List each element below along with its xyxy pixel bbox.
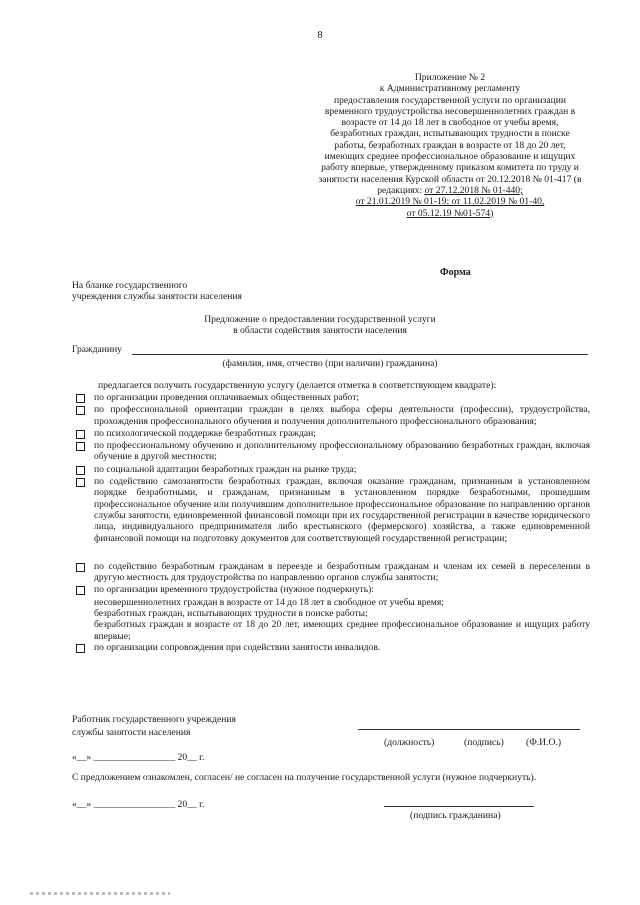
editions-underlined: от 27.12.2018 № 01-440; xyxy=(424,184,523,196)
checkbox[interactable] xyxy=(76,586,85,595)
option-text: по организации проведения оплачиваемых общественных работ; xyxy=(94,392,360,403)
option-text: по профессиональной ориентации граждан в целях выбора сферы деятельности (профессии), трудоустройства, прохождения профессионального обучения и получения дополнительного профессионального образования; xyxy=(94,404,590,427)
option-text: по профессиональному обучению и дополнительному профессиональному образованию безработных граждан, включая обучение в другой местности; xyxy=(94,440,590,463)
letterhead-line: учреждения службы занятости населения xyxy=(72,291,242,303)
checkbox[interactable] xyxy=(76,644,85,653)
appendix-line: занятости населения Курской области от 20.12.2018 № 01-417 (в xyxy=(318,173,582,185)
date-field-citizen[interactable]: «__» _________________ 20__ г. xyxy=(72,799,205,810)
citizen-field xyxy=(72,344,588,355)
appendix-line-editions xyxy=(300,185,600,196)
employee-line: службы занятости населения xyxy=(72,727,191,738)
option-text: по содействию безработным гражданам в переезде и безработным гражданам и членам их семей в переселении в другую местность для трудоустройства по направлению органов службы занятости; xyxy=(94,560,590,584)
service-option xyxy=(74,404,590,427)
page-number: 8 xyxy=(317,30,323,41)
service-option xyxy=(74,440,590,463)
name-caption: (Ф.И.О.) xyxy=(526,737,562,748)
citizen-signature-line[interactable] xyxy=(384,806,534,807)
appendix-line: возрасте от 14 до 18 лет в свободное от учебы время, xyxy=(341,117,559,129)
suboption-text[interactable]: безработных граждан, испытывающих трудности в поиске работы; xyxy=(94,608,368,620)
service-option xyxy=(74,476,590,544)
appendix-line: имеющих среднее профессиональное образование и ищущих xyxy=(324,151,576,163)
option-text: по психологической поддержке безработных граждан; xyxy=(94,427,316,439)
suboption-text[interactable]: несовершеннолетних граждан в возрасте от 14 до 18 лет в свободное от учебы время; xyxy=(94,596,444,608)
form-label: Форма xyxy=(440,267,471,278)
document-title xyxy=(120,314,520,337)
employee-signature-line[interactable] xyxy=(358,729,580,730)
service-options-list xyxy=(74,392,590,654)
option-text: по организации сопровождения при содействии занятости инвалидов. xyxy=(94,641,381,653)
option-text: по содействию самозанятости безработных граждан, включая оказание гражданам, признанным в установленном порядке безработными, и гражданам, признанным в установленном порядке безработными, прошедшим профессиональное обучение или получившим дополнительное профессиональное образование по направлению органов службы занятости, единовременной финансовой помощи при их государственной регистрации в качестве юридического лица, индивидуального предпринимателя либо крестьянского (фермерского) хозяйства, а также единовременной финансовой помощи на подготовку документов для соответствующей государственной регистрации; xyxy=(94,476,590,544)
appendix-line: работу впервые, утвержденному приказом комитета по труду и xyxy=(321,162,579,174)
checkbox[interactable] xyxy=(76,466,85,475)
service-option xyxy=(74,428,590,439)
checkbox[interactable] xyxy=(76,406,85,415)
service-option xyxy=(74,392,590,403)
option-text: по организации временного трудоустройства (нужное подчеркнуть): xyxy=(94,584,374,596)
citizen-hint: (фамилия, имя, отчество (при наличии) гражданина) xyxy=(222,358,438,369)
checkbox[interactable] xyxy=(76,442,85,451)
letterhead-line: На бланке государственного xyxy=(72,280,188,291)
title-line: Предложение о предоставлении государственной услуги xyxy=(204,314,436,325)
citizen-label: Гражданину xyxy=(72,344,122,355)
option-text: по социальной адаптации безработных граждан на рынке труда; xyxy=(94,463,357,475)
title-line: в области содействия занятости населения xyxy=(233,325,407,337)
position-caption: (должность) xyxy=(384,737,435,748)
citizen-signature-caption: (подпись гражданина) xyxy=(410,810,501,821)
service-option xyxy=(74,464,590,475)
employee-label xyxy=(72,713,236,739)
appendix-line: безработных граждан, испытывающих трудности в поиске xyxy=(330,128,570,140)
service-option xyxy=(74,584,590,595)
service-option xyxy=(74,642,590,653)
employee-line: Работник государственного учреждения xyxy=(72,714,236,725)
appendix-line-amendments: от 21.01.2019 № 01-19; от 11.02.2019 № 01-40, xyxy=(355,196,545,208)
checkbox[interactable] xyxy=(76,394,85,403)
letterhead-note xyxy=(72,280,242,303)
appendix-line-handwritten: от 05.12.19 №01-574) xyxy=(406,207,494,219)
citizen-name-line[interactable] xyxy=(132,354,588,355)
signature-caption: (подпись) xyxy=(464,737,504,748)
scan-artifact xyxy=(30,892,170,895)
appendix-line: временного трудоустройства несовершеннолетних граждан в xyxy=(324,105,576,117)
agreement-text: С предложением ознакомлен, согласен/ не согласен на получение государственной услуги (нужное подчеркнуть). xyxy=(72,772,537,783)
editions-prefix: редакциях: xyxy=(377,184,425,196)
appendix-line: работы, безработных граждан в возрасте от 18 до 20 лет, xyxy=(334,139,566,151)
intro-text: предлагается получить государственную услугу (делается отметка в соответствующем квадрате): xyxy=(98,380,497,391)
appendix-line: предоставления государственной услуги по организации xyxy=(333,94,567,106)
checkbox[interactable] xyxy=(76,430,85,439)
suboption-text[interactable]: безработных граждан в возрасте от 18 до 20 лет, имеющих среднее профессиональное образование и ищущих работу впервые; xyxy=(94,619,590,642)
appendix-line: к Административному регламенту xyxy=(379,83,521,95)
date-field-employee[interactable]: «__» _________________ 20__ г. xyxy=(72,752,205,763)
appendix-header xyxy=(300,72,600,219)
checkbox[interactable] xyxy=(76,563,85,572)
checkbox[interactable] xyxy=(76,478,85,487)
service-option xyxy=(74,561,590,584)
appendix-line: Приложение № 2 xyxy=(414,72,486,83)
